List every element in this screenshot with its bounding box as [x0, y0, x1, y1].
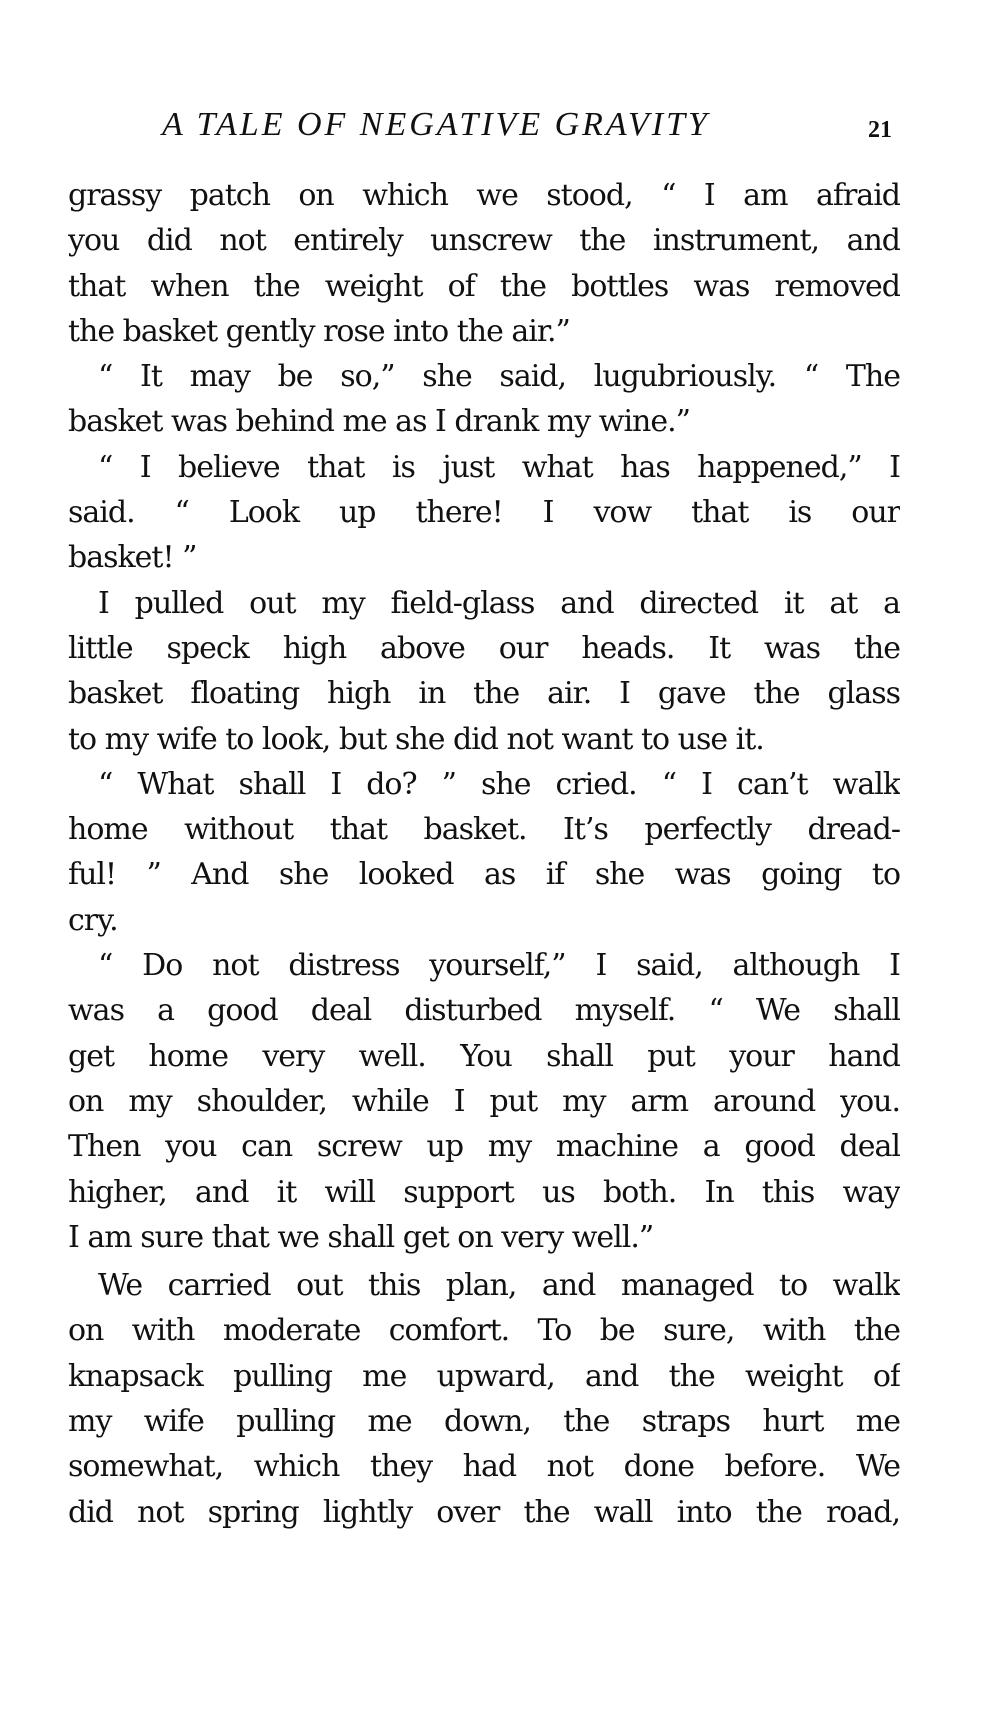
text-line: “ I believe that is just what has happened,” I — [98, 449, 900, 485]
text-line: was a good deal disturbed myself. “ We shall — [68, 993, 900, 1029]
text-line: basket was behind me as I drank my wine.” — [68, 404, 691, 440]
text-line: basket floating high in the air. I gave the glass — [68, 676, 900, 712]
text-line: I pulled out my field-glass and directed it at a — [98, 585, 900, 621]
text-line: said. “ Look up there! I vow that is our — [68, 495, 900, 531]
text-line: ful! ” And she looked as if she was going to — [68, 857, 900, 893]
text-line: home without that basket. It’s perfectly dread- — [68, 812, 900, 848]
text-line: We carried out this plan, and managed to walk — [98, 1268, 900, 1304]
text-line: I am sure that we shall get on very well.” — [68, 1219, 654, 1255]
text-line: knapsack pulling me upward, and the weight of — [68, 1358, 900, 1394]
text-line: my wife pulling me down, the straps hurt me — [68, 1404, 900, 1440]
page-header — [0, 105, 1000, 155]
text-line: basket! ” — [68, 540, 197, 576]
text-line: to my wife to look, but she did not want to use it. — [68, 721, 764, 757]
text-line: Then you can screw up my machine a good deal — [68, 1129, 900, 1165]
text-line: cry. — [68, 902, 118, 938]
body-text — [68, 173, 900, 1535]
text-line: little speck high above our heads. It was the — [68, 630, 900, 666]
text-line: on with moderate comfort. To be sure, with the — [68, 1313, 900, 1349]
text-line: grassy patch on which we stood, “ I am afraid — [68, 178, 900, 213]
running-title: A TALE OF NEGATIVE GRAVITY — [162, 106, 710, 143]
text-line: get home very well. You shall put your hand — [68, 1038, 900, 1074]
text-line: did not spring lightly over the wall into the road, — [68, 1494, 900, 1530]
text-line: on my shoulder, while I put my arm around you. — [68, 1083, 900, 1119]
text-line: “ Do not distress yourself,” I said, although I — [98, 948, 900, 984]
text-line: “ What shall I do? ” she cried. “ I can’t walk — [98, 766, 900, 802]
text-line: the basket gently rose into the air.” — [68, 313, 570, 349]
text-line: higher, and it will support us both. In this way — [68, 1174, 900, 1210]
text-line: that when the weight of the bottles was removed — [68, 268, 900, 304]
text-line: you did not entirely unscrew the instrument, and — [68, 223, 900, 259]
page-number: 21 — [868, 117, 892, 143]
text-line: somewhat, which they had not done before. We — [68, 1449, 900, 1485]
text-line: “ It may be so,” she said, lugubriously. “ The — [98, 359, 900, 395]
